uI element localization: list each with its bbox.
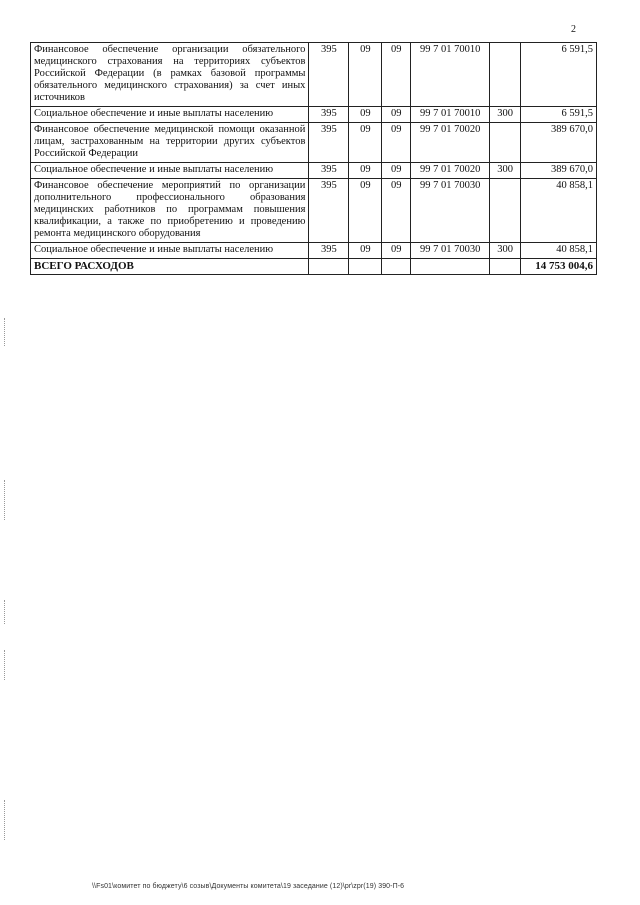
row-ved: 395 xyxy=(309,243,349,259)
row-ved: 395 xyxy=(309,163,349,179)
row-vr: 300 xyxy=(490,243,521,259)
row-pr: 09 xyxy=(382,243,411,259)
scan-margin-mark xyxy=(4,600,6,624)
row-name: Социальное обеспечение и иные выплаты населению xyxy=(31,163,309,179)
row-sum: 389 670,0 xyxy=(521,163,597,179)
row-rz: 09 xyxy=(349,163,382,179)
row-csr: 99 7 01 70010 xyxy=(411,107,490,123)
row-ved: 395 xyxy=(309,179,349,243)
scan-margin-mark xyxy=(4,318,6,346)
table-row xyxy=(31,107,597,123)
total-row xyxy=(31,259,597,275)
row-pr: 09 xyxy=(382,43,411,107)
row-ved: 395 xyxy=(309,107,349,123)
row-csr: 99 7 01 70020 xyxy=(411,163,490,179)
row-rz: 09 xyxy=(349,243,382,259)
row-pr: 09 xyxy=(382,163,411,179)
empty-cell xyxy=(490,259,521,275)
empty-cell xyxy=(309,259,349,275)
row-csr: 99 7 01 70020 xyxy=(411,123,490,163)
row-pr: 09 xyxy=(382,179,411,243)
row-sum: 6 591,5 xyxy=(521,43,597,107)
row-sum: 389 670,0 xyxy=(521,123,597,163)
page-number: 2 xyxy=(571,24,576,35)
row-sum: 6 591,5 xyxy=(521,107,597,123)
row-rz: 09 xyxy=(349,179,382,243)
empty-cell xyxy=(349,259,382,275)
row-pr: 09 xyxy=(382,123,411,163)
row-ved: 395 xyxy=(309,43,349,107)
row-csr: 99 7 01 70010 xyxy=(411,43,490,107)
row-vr: 300 xyxy=(490,107,521,123)
row-rz: 09 xyxy=(349,123,382,163)
row-name: Социальное обеспечение и иные выплаты населению xyxy=(31,107,309,123)
scan-margin-mark xyxy=(4,480,6,520)
table-row xyxy=(31,179,597,243)
empty-cell xyxy=(411,259,490,275)
row-vr: 300 xyxy=(490,163,521,179)
row-name: Финансовое обеспечение организации обязательного медицинского страхования на территориях субъектов Российской Федерации (в рамках базовой программы обязательного медицинского страхования) за счет иных источников xyxy=(31,43,309,107)
row-csr: 99 7 01 70030 xyxy=(411,179,490,243)
expenditure-table xyxy=(30,42,597,275)
row-ved: 395 xyxy=(309,123,349,163)
row-name: Финансовое обеспечение медицинской помощи оказанной лицам, застрахованным на территории других субъектов Российской Федерации xyxy=(31,123,309,163)
row-pr: 09 xyxy=(382,107,411,123)
row-sum: 40 858,1 xyxy=(521,243,597,259)
row-vr xyxy=(490,43,521,107)
table-row xyxy=(31,243,597,259)
file-path-footer: \\Fs01\комитет по бюджету\6 созыв\Документы комитета\19 заседание (12)\pr\zpr(19) 390-П-6 xyxy=(92,883,405,890)
row-rz: 09 xyxy=(349,107,382,123)
row-vr xyxy=(490,123,521,163)
total-sum: 14 753 004,6 xyxy=(521,259,597,275)
scan-margin-mark xyxy=(4,650,6,680)
row-name: Социальное обеспечение и иные выплаты населению xyxy=(31,243,309,259)
table-row xyxy=(31,163,597,179)
row-sum: 40 858,1 xyxy=(521,179,597,243)
row-vr xyxy=(490,179,521,243)
table-row xyxy=(31,123,597,163)
scan-margin-mark xyxy=(4,800,6,840)
row-csr: 99 7 01 70030 xyxy=(411,243,490,259)
row-rz: 09 xyxy=(349,43,382,107)
empty-cell xyxy=(382,259,411,275)
row-name: Финансовое обеспечение мероприятий по организации дополнительного профессионального образования медицинских работников по программам повышения квалификации, а также по приобретению и проведению ремонта медицинского оборудования xyxy=(31,179,309,243)
total-label: ВСЕГО РАСХОДОВ xyxy=(31,259,309,275)
table-row xyxy=(31,43,597,107)
